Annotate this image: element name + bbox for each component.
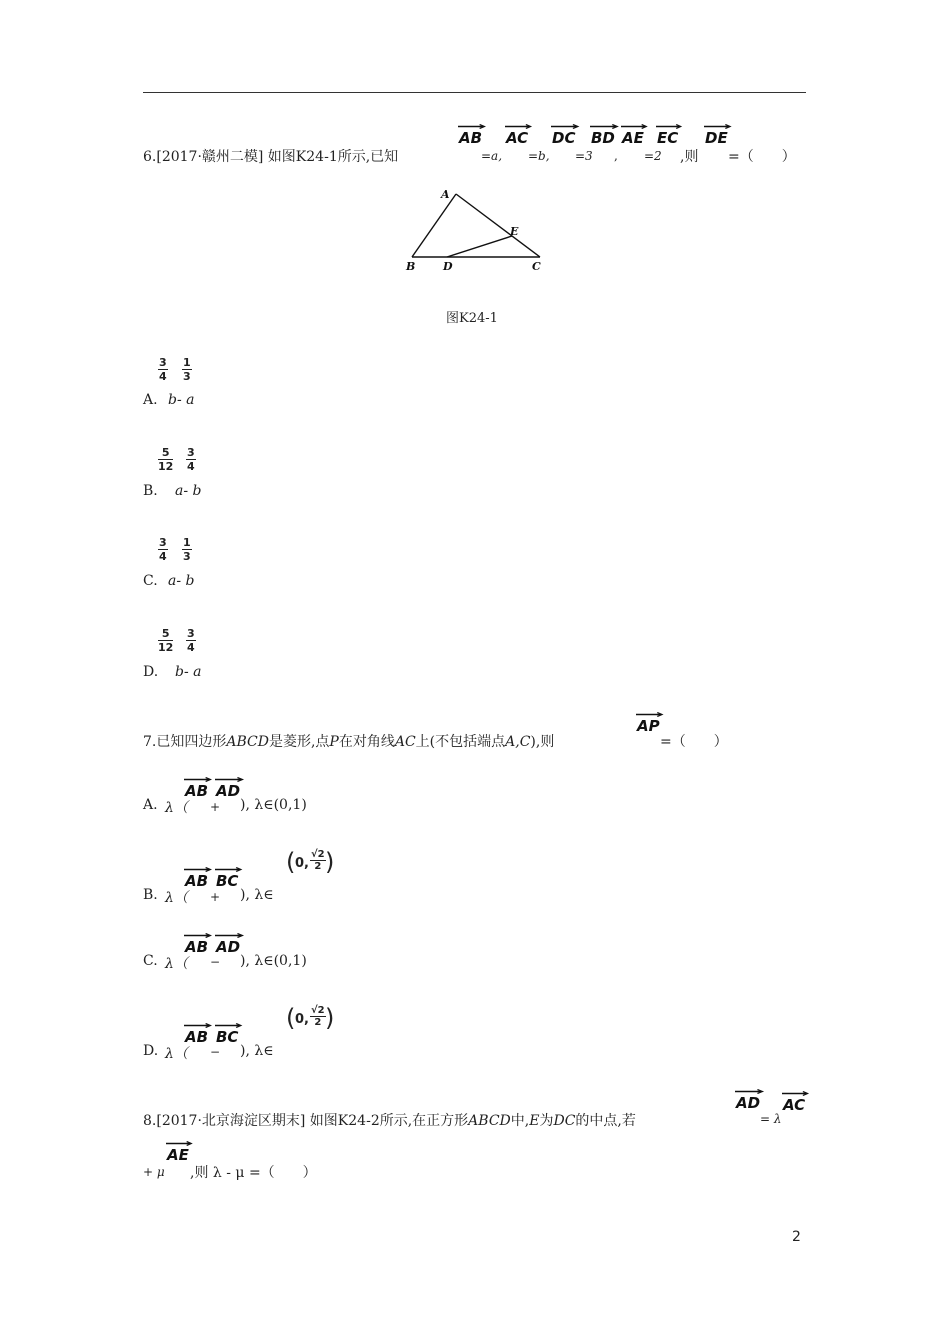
option-letter: D. bbox=[143, 664, 159, 680]
figure-k24-1 bbox=[400, 185, 555, 275]
option-expression: b- a bbox=[175, 664, 202, 680]
option-tail: ), λ∈ bbox=[240, 1043, 274, 1059]
q6-vec-dc: DC bbox=[552, 129, 575, 147]
option-letter: A. bbox=[143, 392, 158, 408]
segment-ac bbox=[456, 194, 540, 257]
option-letter: B. bbox=[143, 887, 158, 903]
q6-ae-eq: =2 bbox=[644, 149, 662, 163]
point-label-e: E bbox=[510, 225, 519, 238]
operator: + bbox=[210, 890, 221, 904]
point-label-d: D bbox=[443, 260, 453, 273]
q6-dc-eq: =3 bbox=[575, 149, 593, 163]
fraction: $\frac{5}{12}$ bbox=[158, 627, 174, 654]
option-expression: a- b bbox=[168, 573, 195, 589]
option-tail: ), λ∈ bbox=[240, 887, 274, 903]
option-letter: B. bbox=[143, 483, 158, 499]
lambda-open: λ（ bbox=[165, 890, 188, 906]
q6-ab-eq: =a, bbox=[481, 149, 503, 163]
operator: + bbox=[210, 800, 221, 814]
q8-stem: 8.[2017·北京海淀区期末] 如图K24-2所示,在正方形ABCD中,E为DC的中点,若 bbox=[143, 1113, 636, 1129]
q6-vec-ab: AB bbox=[459, 129, 482, 147]
option-letter: D. bbox=[143, 1043, 159, 1059]
operator: − bbox=[210, 955, 221, 969]
option-tail: ), λ∈(0,1) bbox=[240, 953, 307, 969]
figure-caption: 图K24-1 bbox=[446, 311, 498, 326]
fraction: $\frac{3}{4}$ bbox=[187, 627, 195, 654]
lambda-open: λ（ bbox=[165, 800, 188, 816]
vec-ab: AB bbox=[185, 1028, 208, 1046]
q7-stem: 7.已知四边形ABCD是菱形,点P在对角线AC上(不包括端点A,C),则 bbox=[143, 734, 555, 750]
q8-vec-ac: AC bbox=[783, 1096, 805, 1114]
lambda-open: λ（ bbox=[165, 1046, 188, 1062]
fraction: $\frac{5}{12}$ bbox=[158, 446, 174, 473]
page-number: 2 bbox=[792, 1229, 801, 1245]
fraction: $\frac{1}{3}$ bbox=[183, 536, 191, 563]
vec-bc: BC bbox=[216, 1028, 238, 1046]
option-letter: C. bbox=[143, 953, 158, 969]
header-rule bbox=[143, 92, 806, 93]
fraction: $\frac{3}{4}$ bbox=[187, 446, 195, 473]
q8-answer-blank: ,则 λ - μ =（ ） bbox=[190, 1165, 317, 1181]
q6-then: ,则 bbox=[680, 149, 699, 165]
fraction: $\frac{3}{4}$ bbox=[159, 356, 167, 383]
option-tail: ), λ∈(0,1) bbox=[240, 797, 307, 813]
vec-ab: AB bbox=[185, 782, 208, 800]
q6-vec-ae: AE bbox=[622, 129, 644, 147]
q7-vec-ap: AP bbox=[637, 717, 660, 735]
q6-prefix: 6.[2017·赣州二模] 如图K24-1所示,已知 bbox=[143, 149, 399, 165]
q8-vec-ae: AE bbox=[167, 1146, 189, 1164]
fraction: $\frac{3}{4}$ bbox=[159, 536, 167, 563]
option-expression: a- b bbox=[175, 483, 202, 499]
vec-ab: AB bbox=[185, 872, 208, 890]
vec-ad: AD bbox=[216, 782, 240, 800]
q6-answer-blank: =（ ） bbox=[728, 149, 796, 165]
point-label-c: C bbox=[532, 260, 541, 273]
q6-vec-de: DE bbox=[705, 129, 728, 147]
lambda-open: λ（ bbox=[165, 956, 188, 972]
q7-answer-blank: =（ ） bbox=[660, 734, 728, 750]
fraction: $\frac{1}{3}$ bbox=[183, 356, 191, 383]
q6-vec-ec: EC bbox=[657, 129, 678, 147]
vec-bc: BC bbox=[216, 872, 238, 890]
vec-ad: AD bbox=[216, 938, 240, 956]
q8-plus-mu: + μ bbox=[143, 1165, 165, 1179]
q6-vec-bd: BD bbox=[591, 129, 615, 147]
vec-ab: AB bbox=[185, 938, 208, 956]
q6-vec-ac: AC bbox=[506, 129, 528, 147]
option-letter: A. bbox=[143, 797, 158, 813]
segment-de bbox=[447, 236, 512, 257]
operator: − bbox=[210, 1045, 221, 1059]
segment-ab bbox=[412, 194, 456, 257]
q8-vec-ad: AD bbox=[736, 1094, 760, 1112]
q6-ac-eq: =b, bbox=[528, 149, 550, 163]
option-letter: C. bbox=[143, 573, 158, 589]
q6-comma: , bbox=[614, 149, 618, 163]
point-label-a: A bbox=[441, 188, 450, 201]
point-label-b: B bbox=[406, 260, 416, 273]
option-expression: b- a bbox=[168, 392, 195, 408]
q8-eq-lambda: = λ bbox=[760, 1112, 782, 1126]
